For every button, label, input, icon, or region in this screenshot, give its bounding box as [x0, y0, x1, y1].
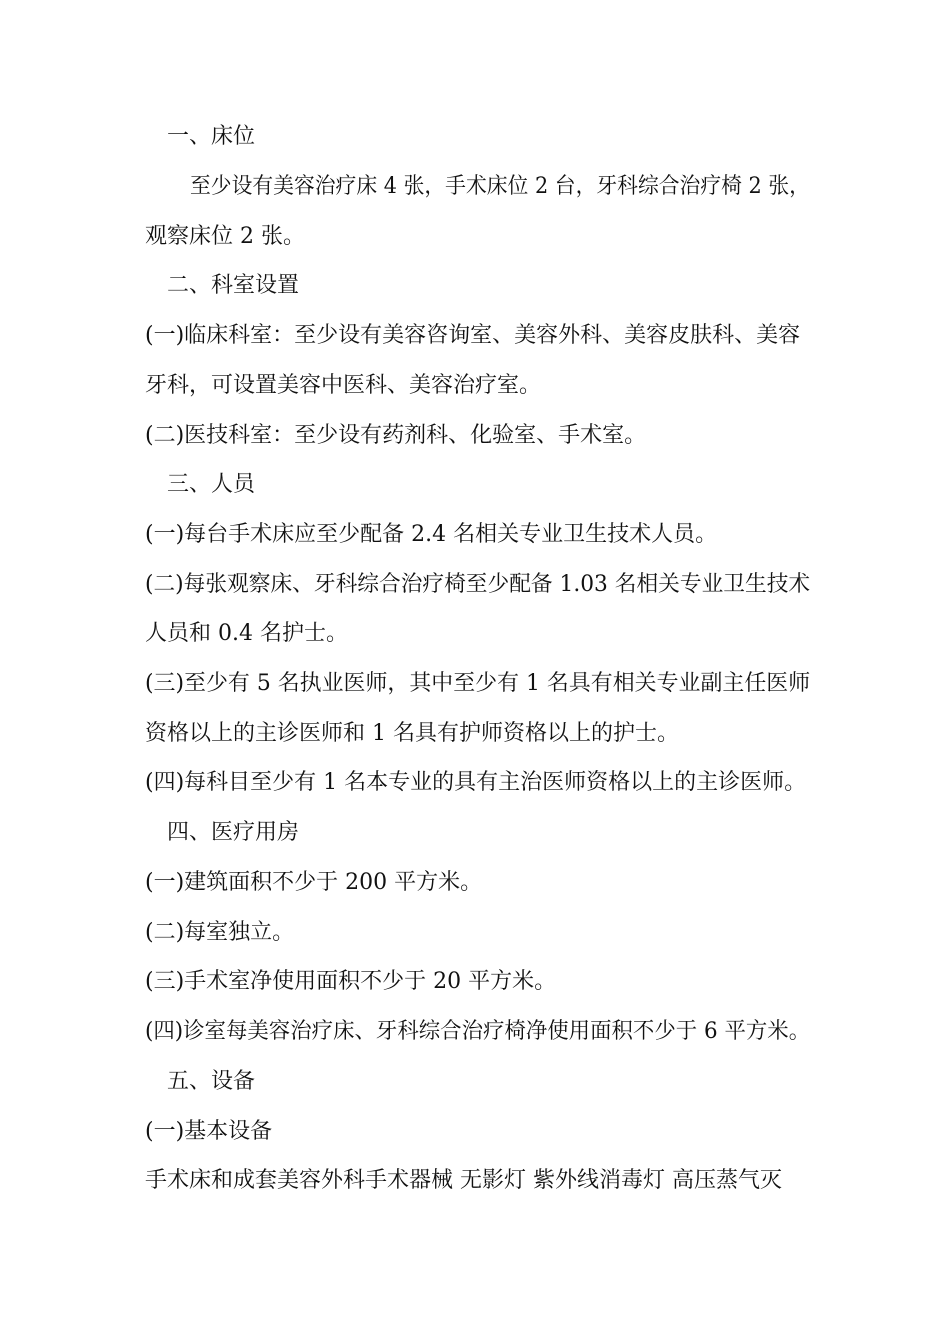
paragraph-line: (一)临床科室：至少设有美容咨询室、美容外科、美容皮肤科、美容 — [145, 323, 801, 348]
paragraph-line: 人员和 0.4 名护士。 — [145, 621, 348, 646]
paragraph-line: (一)基本设备 — [145, 1119, 273, 1144]
section-heading-staff: 三、人员 — [167, 472, 256, 497]
paragraph-line: 手术床和成套美容外科手术器械 无影灯 紫外线消毒灯 高压蒸气灭 — [145, 1168, 782, 1193]
paragraph-line: (四)诊室每美容治疗床、牙科综合治疗椅净使用面积不少于 6 平方米。 — [145, 1019, 811, 1044]
paragraph-line: (三)至少有 5 名执业医师，其中至少有 1 名具有相关专业副主任医师 — [145, 671, 811, 696]
paragraph-line: (三)手术室净使用面积不少于 20 平方米。 — [145, 969, 557, 994]
section-heading-rooms: 四、医疗用房 — [167, 820, 300, 845]
paragraph-line: (二)医技科室：至少设有药剂科、化验室、手术室。 — [145, 423, 647, 448]
section-heading-equipment: 五、设备 — [167, 1069, 256, 1094]
paragraph-line: 至少设有美容治疗床 4 张，手术床位 2 台，牙科综合治疗椅 2 张， — [190, 174, 810, 199]
section-heading-departments: 二、科室设置 — [167, 273, 300, 298]
paragraph-line: (一)建筑面积不少于 200 平方米。 — [145, 870, 483, 895]
paragraph-line: (四)每科目至少有 1 名本专业的具有主治医师资格以上的主诊医师。 — [145, 770, 807, 795]
paragraph-line: 资格以上的主诊医师和 1 名具有护师资格以上的护士。 — [145, 721, 679, 746]
paragraph-line: 观察床位 2 张。 — [145, 224, 305, 249]
paragraph-line: (二)每张观察床、牙科综合治疗椅至少配备 1.03 名相关专业卫生技术 — [145, 572, 811, 597]
paragraph-line: (一)每台手术床应至少配备 2.4 名相关专业卫生技术人员。 — [145, 522, 718, 547]
section-heading-beds: 一、床位 — [167, 124, 256, 149]
paragraph-line: (二)每室独立。 — [145, 920, 295, 945]
paragraph-line: 牙科，可设置美容中医科、美容治疗室。 — [145, 373, 542, 398]
